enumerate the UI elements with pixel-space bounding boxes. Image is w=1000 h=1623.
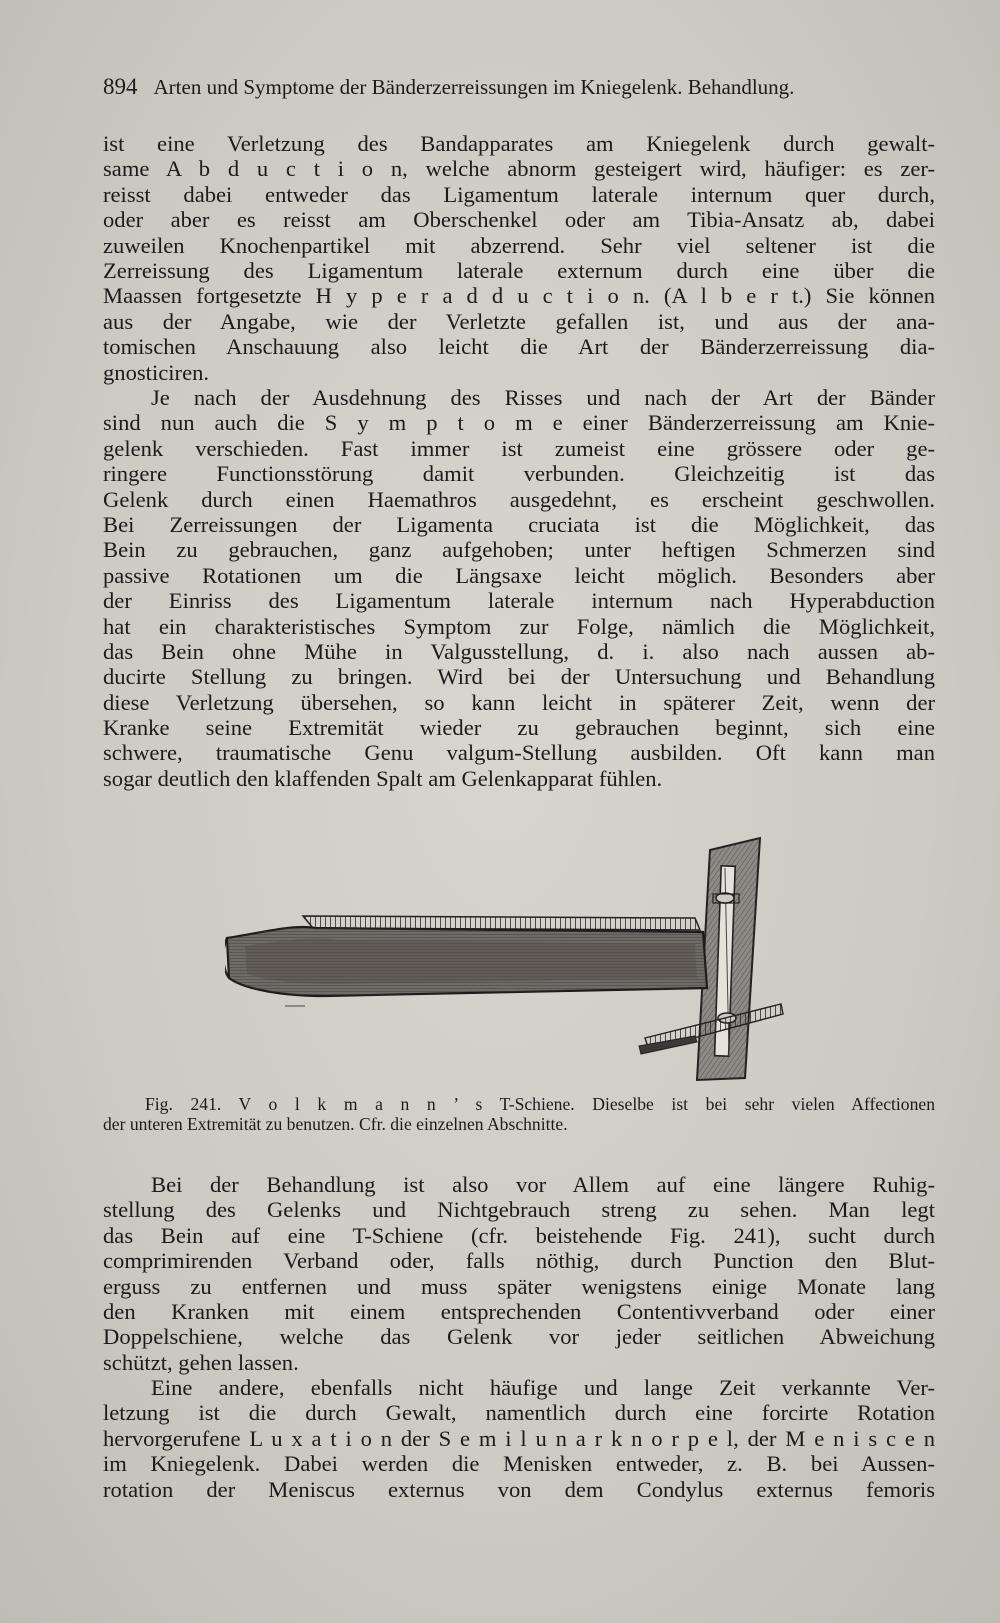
text-line: Doppelschiene, welche das Gelenk vor jeder seitlichen Abweichung: [103, 1324, 935, 1350]
caption-line: Fig. 241. V o l k m a n n ’ s T-Schiene. Dieselbe ist bei sehr vielen Affectionen: [145, 1094, 935, 1114]
paragraph-3: [103, 1172, 935, 1375]
text-line: Je nach der Ausdehnung des Risses und nach der Art der Bänder: [151, 385, 935, 410]
text-line: comprimirenden Verband oder, falls nöthig, durch Punction den Blut-: [103, 1248, 935, 1274]
text-line: den Kranken mit einem entsprechenden Contentivverband oder einer: [103, 1298, 935, 1324]
text-line: ducirte Stellung zu bringen. Wird bei der Untersuchung und Behandlung: [103, 664, 935, 690]
text-line: stellung des Gelenks und Nichtgebrauch streng zu sehen. Man legt: [103, 1197, 935, 1223]
text-line: ringere Functionsstörung damit verbunden. Gleichzeitig ist das: [103, 461, 935, 487]
text-line: Zerreissung des Ligamentum laterale externum durch eine über die: [103, 257, 935, 283]
text-line: Eine andere, ebenfalls nicht häufige und lange Zeit verkannte Ver-: [151, 1375, 935, 1400]
text-line: gnosticiren.: [103, 359, 210, 385]
text-line: das Bein auf eine T-Schiene (cfr. beistehende Fig. 241), sucht durch: [103, 1222, 935, 1248]
text-line: schwere, traumatische Genu valgum-Stellung ausbilden. Oft kann man: [103, 740, 935, 766]
paragraph-1: [103, 131, 935, 385]
text-line: passive Rotationen um die Längsaxe leicht möglich. Besonders aber: [103, 562, 935, 588]
text-line: same A b d u c t i o n, welche abnorm gesteigert wird, häufiger: es zer-: [103, 156, 935, 182]
text-line: gelenk verschieden. Fast immer ist zumeist eine grössere oder ge-: [103, 435, 935, 461]
text-line: hat ein charakteristisches Symptom zur Folge, nämlich die Möglichkeit,: [103, 613, 935, 639]
figure-241-t-splint-illustration: [225, 828, 785, 1090]
figure-caption: [103, 1094, 935, 1134]
t-splint-drawing: [225, 828, 785, 1090]
text-line: tomischen Anschauung also leicht die Art der Bänderzerreissung dia-: [103, 334, 935, 360]
text-line: schützt, gehen lassen.: [103, 1349, 299, 1375]
text-line: ist eine Verletzung des Bandapparates am Kniegelenk durch gewalt-: [103, 131, 935, 156]
text-line: Kranke seine Extremität wieder zu gebrauchen beginnt, sich eine: [103, 715, 935, 741]
text-line: im Kniegelenk. Dabei werden die Menisken entweder, z. B. bei Aussen-: [103, 1451, 935, 1477]
text-line: Gelenk durch einen Haemathros ausgedehnt, es erscheint geschwollen.: [103, 486, 935, 512]
text-line: sogar deutlich den klaffenden Spalt am Gelenkapparat fühlen.: [103, 765, 663, 791]
paragraph-4: [103, 1375, 935, 1502]
text-line: reisst dabei entweder das Ligamentum laterale internum quer durch,: [103, 181, 935, 207]
running-title: Arten und Symptome der Bänderzerreissungen im Kniegelenk. Behandlung.: [153, 75, 795, 99]
text-line: sind nun auch die S y m p t o m e einer Bänderzerreissung am Knie-: [103, 410, 935, 436]
text-line: Maassen fortgesetzte H y p e r a d d u c t i o n. (A l b e r t.) Sie können: [103, 283, 935, 309]
text-line: Bein zu gebrauchen, ganz aufgehoben; unter heftigen Schmerzen sind: [103, 537, 935, 563]
text-line: oder aber es reisst am Oberschenkel oder am Tibia-Ansatz ab, dabei: [103, 207, 935, 233]
text-line: aus der Angabe, wie der Verletzte gefallen ist, und aus der ana-: [103, 308, 935, 334]
text-line: hervorgerufene L u x a t i o n der S e m i l u n a r k n o r p e l, der M e n i s c e n: [103, 1425, 935, 1451]
text-line: rotation der Meniscus externus von dem Condylus externus femoris: [103, 1476, 935, 1502]
text-line: der Einriss des Ligamentum laterale internum nach Hyperabduction: [103, 588, 935, 614]
page-number: 894: [103, 74, 138, 99]
text-line: erguss zu entfernen und muss später wenigstens einige Monate lang: [103, 1273, 935, 1299]
text-line: diese Verletzung übersehen, so kann leicht in späterer Zeit, wenn der: [103, 689, 935, 715]
text-line: Bei Zerreissungen der Ligamenta cruciata ist die Möglichkeit, das: [103, 511, 935, 537]
text-line: das Bein ohne Mühe in Valgusstellung, d. i. also nach aussen ab-: [103, 638, 935, 664]
paragraph-2: [103, 385, 935, 791]
text-line: letzung ist die durch Gewalt, namentlich durch eine forcirte Rotation: [103, 1400, 935, 1426]
caption-line: der unteren Extremität zu benutzen. Cfr. die einzelnen Abschnitte.: [103, 1114, 568, 1134]
text-line: zuweilen Knochenpartikel mit abzerrend. Sehr viel seltener ist die: [103, 232, 935, 258]
running-header: [103, 74, 933, 100]
text-line: Bei der Behandlung ist also vor Allem auf eine längere Ruhig-: [151, 1172, 935, 1197]
